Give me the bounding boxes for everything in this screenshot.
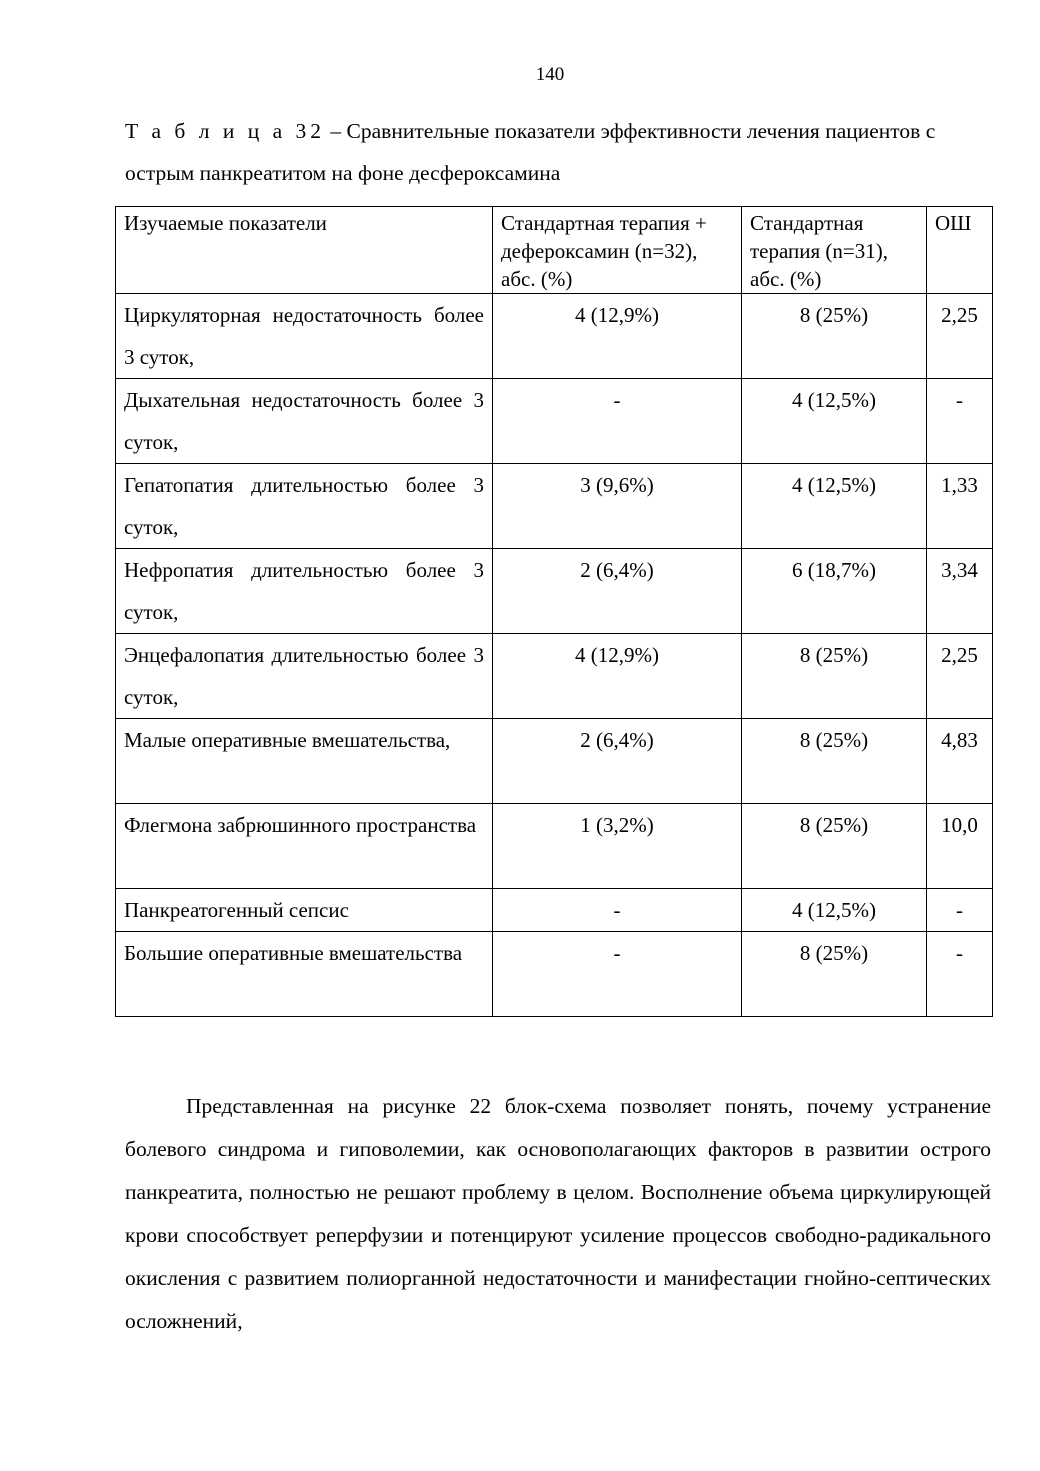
cell-odds-ratio: - [927, 932, 993, 1017]
cell-deferoxamine: 2 (6,4%) [493, 719, 742, 804]
cell-deferoxamine: 4 (12,9%) [493, 294, 742, 379]
cell-odds-ratio: 4,83 [927, 719, 993, 804]
row-label: Дыхательная недостаточность более 3 суток, [116, 379, 493, 464]
table-row [116, 889, 993, 932]
comparison-table [115, 206, 993, 1017]
page-number: 140 [535, 64, 565, 85]
body-paragraph: Представленная на рисунке 22 блок-схема позволяет понять, почему устранение болевого синдрома и гиповолемии, как основополагающих факторов в развитии острого панкреатита, полностью не решают проблему в целом. Восполнение объема циркулирующей крови способствует реперфузии и потенцируют усиление процессов свободно-радикального окисления с развитием полиорганной недостаточности и манифестации гнойно-септических осложнений, [125, 1093, 991, 1333]
cell-deferoxamine: - [493, 932, 742, 1017]
cell-standard: 8 (25%) [742, 932, 927, 1017]
table-caption-text: – Сравнительные показатели эффективности лечения пациентов с острым панкреатитом на фоне десфероксамина [125, 119, 936, 185]
cell-standard: 4 (12,5%) [742, 464, 927, 549]
cell-deferoxamine: 2 (6,4%) [493, 549, 742, 634]
table-row [116, 634, 993, 719]
row-label: Малые оперативные вмешательства, [116, 719, 493, 804]
table-row [116, 379, 993, 464]
row-label: Флегмона забрюшинного пространства [116, 804, 493, 889]
table-header-row [116, 207, 993, 294]
row-label: Энцефалопатия длительностью более 3 суток, [116, 634, 493, 719]
cell-deferoxamine: - [493, 889, 742, 932]
cell-odds-ratio: 2,25 [927, 294, 993, 379]
table-caption [125, 110, 995, 194]
cell-standard: 8 (25%) [742, 804, 927, 889]
cell-deferoxamine: - [493, 379, 742, 464]
cell-standard: 8 (25%) [742, 634, 927, 719]
row-label: Нефропатия длительностью более 3 суток, [116, 549, 493, 634]
table-row [116, 804, 993, 889]
table-caption-prefix: Т а б л и ц а 32 [125, 119, 326, 143]
cell-odds-ratio: - [927, 889, 993, 932]
header-indicators: Изучаемые показатели [116, 207, 493, 294]
row-label: Циркуляторная недостаточность более 3 суток, [116, 294, 493, 379]
row-label: Гепатопатия длительностью более 3 суток, [116, 464, 493, 549]
cell-standard: 4 (12,5%) [742, 889, 927, 932]
header-odds-ratio: ОШ [927, 207, 993, 294]
cell-deferoxamine: 3 (9,6%) [493, 464, 742, 549]
table-row [116, 464, 993, 549]
cell-standard: 6 (18,7%) [742, 549, 927, 634]
cell-odds-ratio: 2,25 [927, 634, 993, 719]
cell-standard: 4 (12,5%) [742, 379, 927, 464]
cell-odds-ratio: - [927, 379, 993, 464]
cell-deferoxamine: 4 (12,9%) [493, 634, 742, 719]
table-row [116, 932, 993, 1017]
header-deferoxamine-group: Стандартная терапия + дефероксамин (n=32), абс. (%) [493, 207, 742, 294]
row-label: Большие оперативные вмешательства [116, 932, 493, 1017]
header-standard-group: Стандартная терапия (n=31), абс. (%) [742, 207, 927, 294]
cell-standard: 8 (25%) [742, 294, 927, 379]
table-row [116, 294, 993, 379]
cell-odds-ratio: 1,33 [927, 464, 993, 549]
cell-odds-ratio: 3,34 [927, 549, 993, 634]
table-row [116, 549, 993, 634]
cell-standard: 8 (25%) [742, 719, 927, 804]
cell-deferoxamine: 1 (3,2%) [493, 804, 742, 889]
cell-odds-ratio: 10,0 [927, 804, 993, 889]
table-row [116, 719, 993, 804]
row-label: Панкреатогенный сепсис [116, 889, 493, 932]
